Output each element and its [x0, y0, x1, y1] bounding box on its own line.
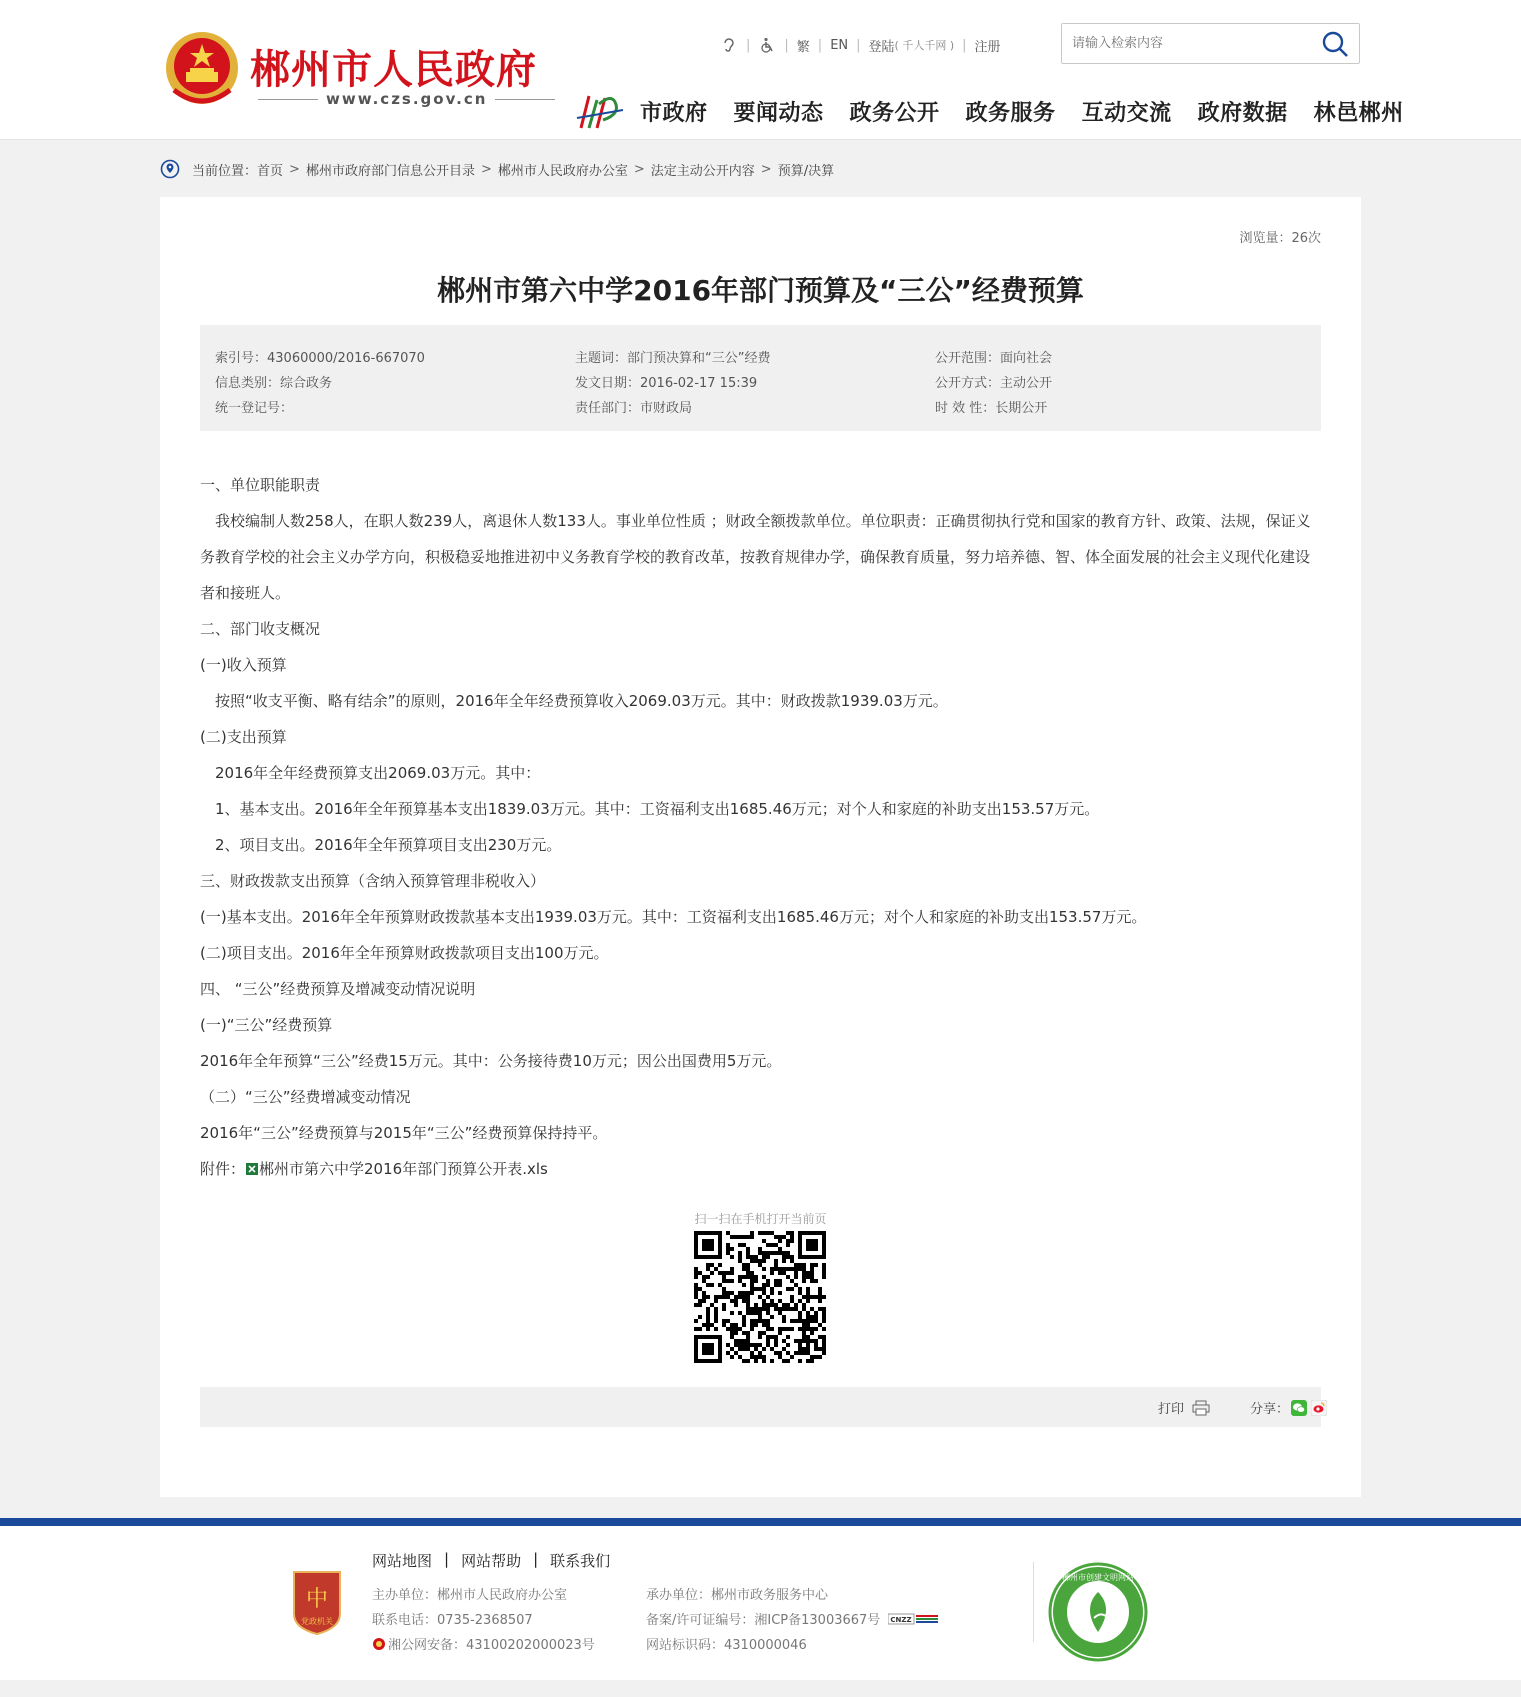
svg-text:CNZZ: CNZZ: [890, 1615, 912, 1624]
article-container: [160, 197, 1361, 1497]
footer-links: 网站地图 | 网站帮助 | 联系我们: [372, 1550, 611, 1570]
article-body: [200, 467, 1321, 1187]
breadcrumb-item-budget[interactable]: 预算/决算: [777, 163, 835, 179]
wechat-icon[interactable]: [1291, 1400, 1307, 1416]
paragraph: 我校编制人数258人，在职人数239人，离退休人数133人。事业单位性质 ；财政全额拨款单位。单位职责：正确贯彻执行党和国家的教育方针、政策、法规，保证义务教育学校的社会主义办学方向，积极稳妥地推进初中义务教育学校的教育改革，按教育规律办学，确保教育质量，努力培养德、智、体全面发展的社会主义现代化建设者和接班人。: [200, 512, 1311, 602]
section-heading: 二、部门收支概况: [200, 620, 321, 638]
search-input[interactable]: [1072, 24, 1312, 63]
main-nav: [640, 96, 1404, 127]
paragraph: (二)支出预算: [200, 728, 287, 746]
site-name[interactable]: 郴州市人民政府: [250, 46, 537, 93]
printer-icon: [1192, 1400, 1210, 1416]
section-heading: 四、 “三公”经费预算及增减变动情况说明: [200, 980, 476, 998]
police-emblem-icon: [372, 1637, 386, 1651]
accessibility-wheelchair-icon[interactable]: [758, 36, 776, 54]
paragraph: 2016年全年经费预算支出2069.03万元。其中：: [200, 764, 541, 782]
attachment-label: 附件：: [200, 1160, 246, 1178]
qr-code-icon: [694, 1231, 826, 1363]
qr-label: 扫一扫在手机打开当前页: [694, 1212, 827, 1226]
nav-item-interaction[interactable]: 互动交流: [1081, 101, 1172, 126]
breadcrumb-separator: >: [760, 161, 772, 177]
footer-link-contact[interactable]: 联系我们: [550, 1552, 611, 1570]
breadcrumb: [160, 158, 834, 180]
nav-item-data[interactable]: 政府数据: [1197, 101, 1288, 126]
breadcrumb-item-statutory[interactable]: 法定主动公开内容: [650, 163, 755, 179]
breadcrumb-separator: >: [633, 161, 645, 177]
attachment-row: [200, 1151, 1321, 1187]
search-box: [1061, 23, 1360, 64]
view-count: 浏览量：26次: [1239, 231, 1321, 246]
breadcrumb-item-home[interactable]: 首页: [257, 163, 284, 179]
share-bar: [200, 1387, 1321, 1427]
national-emblem-icon[interactable]: [164, 28, 240, 110]
paragraph: 按照“收支平衡、略有结余”的原则，2016年全年经费预算收入2069.03万元。其中：财政拨款1939.03万元。: [200, 692, 948, 710]
footer-phone: 联系电话：0735-2368507: [372, 1613, 533, 1628]
traditional-chinese-link[interactable]: 繁: [796, 39, 810, 55]
excel-file-icon: [245, 1162, 259, 1176]
meta-subject: 主题词：部门预决算和“三公”经费: [575, 351, 771, 366]
article-meta: [200, 325, 1321, 431]
footer-host: 主办单位：郴州市人民政府办公室: [372, 1588, 568, 1603]
site-domain: www.czs.gov.cn: [250, 90, 546, 108]
print-label: 打印: [1158, 1402, 1185, 1417]
paragraph: 2016年“三公”经费预算与2015年“三公”经费预算保持持平。: [200, 1124, 608, 1142]
paragraph: (一)收入预算: [200, 656, 287, 674]
nav-item-linyi[interactable]: 林邑郴州: [1313, 101, 1404, 126]
footer-police-row: [372, 1634, 595, 1653]
nav-item-news[interactable]: 要闻动态: [733, 101, 824, 126]
paragraph: 2、项目支出。2016年全年预算项目支出230万元。: [200, 836, 562, 854]
footer-site-code: 网站标识码：4310000046: [646, 1638, 807, 1653]
nav-item-open-affairs[interactable]: 政务公开: [849, 101, 940, 126]
breadcrumb-item-directory[interactable]: 郴州市政府部门信息公开目录: [305, 163, 475, 179]
paragraph: 2016年全年预算“三公”经费15万元。其中：公务接待费10万元；因公出国费用5万元。: [200, 1052, 782, 1070]
top-links: | | 繁 | EN | 登陆 ( 千人千网 ) | 注册: [720, 34, 1001, 56]
breadcrumb-separator: >: [480, 161, 492, 177]
bottom-strip: [0, 1680, 1521, 1697]
breadcrumb-separator: >: [289, 161, 300, 177]
footer-link-help[interactable]: 网站帮助: [461, 1552, 522, 1570]
footer-icp-row: [646, 1609, 938, 1628]
meta-unified-code: 统一登记号：: [215, 401, 294, 416]
breadcrumb-label: 当前位置：: [192, 163, 258, 179]
paragraph: (二)项目支出。2016年全年预算财政拨款项目支出100万元。: [200, 944, 609, 962]
search-icon[interactable]: [1321, 30, 1349, 58]
share-section: [1250, 1398, 1327, 1417]
paragraph: （二）“三公”经费增减变动情况: [200, 1088, 411, 1106]
accessibility-ear-icon[interactable]: [720, 36, 738, 54]
meta-index-no: 索引号：43060000/2016-667070: [215, 351, 425, 366]
nav-item-services[interactable]: 政务服务: [965, 101, 1056, 126]
print-button[interactable]: [1158, 1398, 1210, 1417]
footer-police[interactable]: 湘公网安备：43100202000023号: [388, 1638, 595, 1653]
paragraph: 1、基本支出。2016年全年预算基本支出1839.03万元。其中：工资福利支出1685.46万元；对个人和家庭的补助支出153.57万元。: [200, 800, 1100, 818]
seal-text: 郴州市创建文明网站: [1062, 1573, 1134, 1582]
footer-organizer: 承办单位：郴州市政务服务中心: [646, 1588, 829, 1603]
badge-text: 党政机关: [301, 1617, 333, 1626]
party-government-badge-icon[interactable]: [290, 1570, 344, 1636]
site-header: [0, 0, 1521, 140]
meta-mode: 公开方式：主动公开: [935, 376, 1053, 391]
meta-category: 信息类别：综合政务: [215, 376, 333, 391]
paragraph: (一)“三公”经费预算: [200, 1016, 333, 1034]
civilized-website-seal-icon[interactable]: [1048, 1562, 1148, 1662]
nav-item-government[interactable]: 市政府: [640, 101, 708, 126]
breadcrumb-item-office[interactable]: 郴州市人民政府办公室: [497, 163, 628, 179]
register-link[interactable]: 注册: [974, 39, 1001, 55]
cnzz-badge-icon[interactable]: [888, 1613, 938, 1625]
section-heading: 一、单位职能职责: [200, 476, 321, 494]
login-note: ( 千人千网 ): [894, 39, 955, 52]
attachment-link[interactable]: 郴州市第六中学2016年部门预算公开表.xls: [259, 1160, 548, 1178]
city-logo-icon: [575, 90, 627, 132]
footer-link-sitemap[interactable]: 网站地图: [372, 1552, 433, 1570]
meta-department: 责任部门：市财政局: [575, 401, 693, 416]
footer-icp[interactable]: 备案/许可证编号：湘ICP备13003667号: [646, 1613, 881, 1628]
location-pin-icon: [160, 159, 180, 179]
login-link[interactable]: 登陆: [868, 39, 895, 55]
share-label: 分享：: [1250, 1402, 1290, 1417]
weibo-icon[interactable]: [1311, 1400, 1327, 1416]
meta-validity: 时 效 性：长期公开: [935, 401, 1048, 416]
site-footer: [0, 1518, 1521, 1680]
meta-date: 发文日期：2016-02-17 15:39: [575, 376, 758, 391]
article-title: 郴州市第六中学2016年部门预算及“三公”经费预算: [437, 274, 1084, 307]
english-link[interactable]: EN: [830, 37, 849, 53]
section-heading: 三、财政拨款支出预算（含纳入预算管理非税收入）: [200, 872, 546, 890]
meta-scope: 公开范围：面向社会: [935, 351, 1053, 366]
paragraph: (一)基本支出。2016年全年预算财政拨款基本支出1939.03万元。其中：工资福利支出1685.46万元；对个人和家庭的补助支出153.57万元。: [200, 908, 1147, 926]
svg-text:中: 中: [305, 1587, 329, 1612]
footer-divider: [1033, 1562, 1034, 1642]
